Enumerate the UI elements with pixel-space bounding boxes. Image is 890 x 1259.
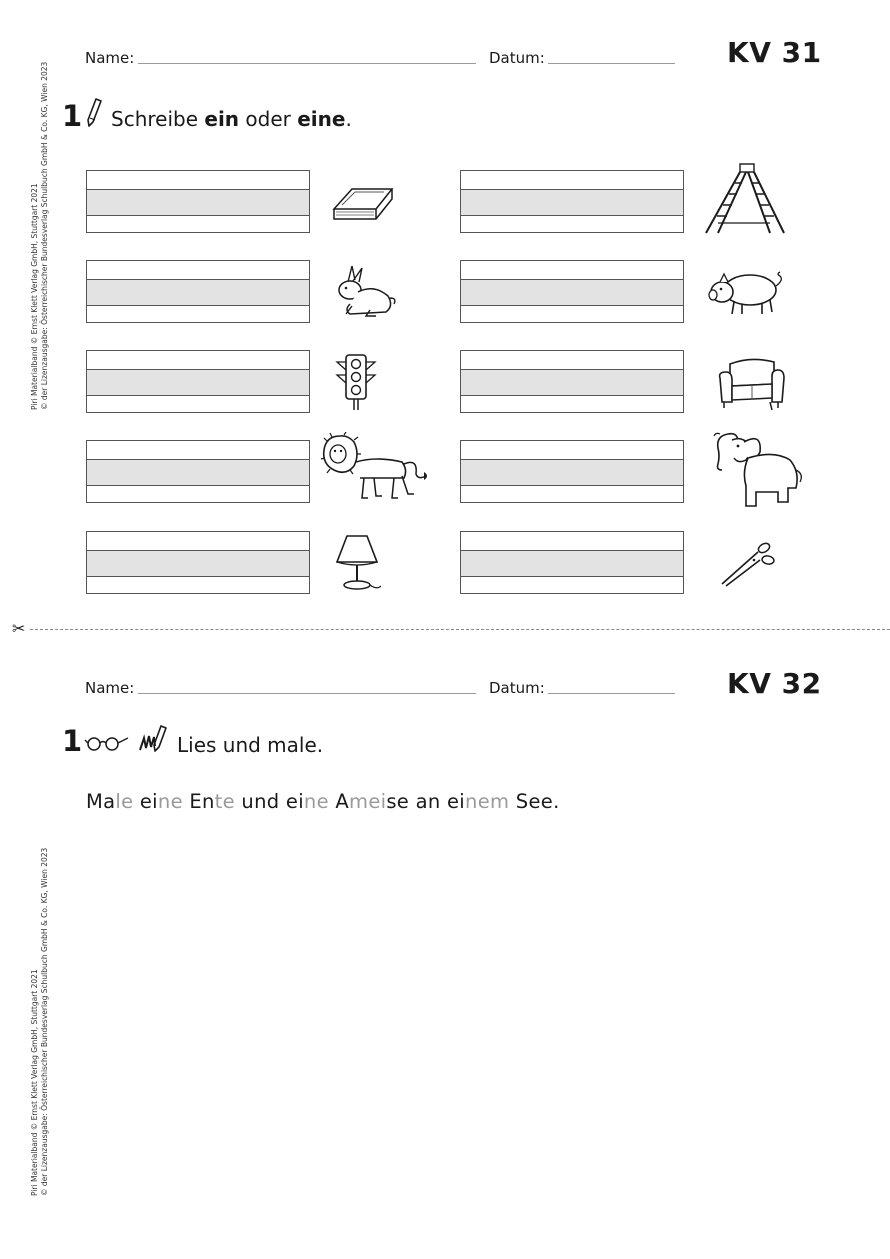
copyright-note [30,62,50,410]
copyright-line: Piri Materialband © Ernst Klett Verlag GmbH, Stuttgart 2021 [30,969,39,1196]
syllable-dark: A [328,790,350,813]
lion-icon [320,432,430,506]
writing-box[interactable] [86,260,310,323]
date-field[interactable] [548,63,675,64]
instruction: Schreibe ein oder eine. [111,107,352,131]
writing-box[interactable] [460,440,684,503]
task-number: 1 [62,99,83,133]
name-field[interactable] [138,693,476,694]
syllable-light: mei [349,790,387,813]
syllable-light: te [214,790,235,813]
pig-icon [706,266,788,318]
writing-box[interactable] [460,260,684,323]
lamp-icon [333,532,387,594]
syllable-light: ne [303,790,329,813]
colouring-pencil-icon [138,724,170,754]
syllable-light: nem [465,790,510,813]
rabbit-icon [330,262,400,320]
name-label: Name: [85,679,135,697]
scissors-icon [718,538,778,588]
copyright-note [30,848,50,1196]
syllable-dark: und ei [234,790,304,813]
name-label: Name: [85,49,135,67]
page-title: KV 31 [727,36,822,69]
reading-sentence [86,790,560,813]
writing-box[interactable] [86,170,310,233]
book-icon [330,183,396,225]
copyright-line: © der Lizenzausgabe: Österreichischer Bundesverlag Schulbuch GmbH & Co. KG, Wien 2023 [40,61,49,410]
copyright-line: © der Lizenzausgabe: Österreichischer Bundesverlag Schulbuch GmbH & Co. KG, Wien 2023 [40,847,49,1196]
traffic-light-icon [332,352,380,412]
syllable-dark: En [182,790,215,813]
sofa-icon [716,356,786,414]
syllable-dark: se an ei [386,790,466,813]
syllable-light: ne [157,790,183,813]
elephant-icon [708,430,806,514]
page-title: KV 32 [727,667,822,700]
syllable-dark: ei [133,790,158,813]
date-label: Datum: [489,679,545,697]
writing-box[interactable] [460,350,684,413]
writing-box[interactable] [460,531,684,594]
date-field[interactable] [548,693,675,694]
scissors-cut-icon: ✂ [12,619,26,638]
instruction: Lies und male. [177,733,324,757]
name-field[interactable] [138,63,476,64]
syllable-dark: See. [509,790,560,813]
cut-line [30,629,890,630]
syllable-light: le [115,790,134,813]
pencil-icon [84,97,104,129]
writing-box[interactable] [460,170,684,233]
copyright-line: Piri Materialband © Ernst Klett Verlag GmbH, Stuttgart 2021 [30,183,39,410]
writing-box[interactable] [86,531,310,594]
syllable-dark: Ma [86,790,116,813]
task-number: 1 [62,724,83,758]
date-label: Datum: [489,49,545,67]
ladder-icon [704,163,788,235]
writing-box[interactable] [86,440,310,503]
glasses-icon [84,734,130,752]
writing-box[interactable] [86,350,310,413]
